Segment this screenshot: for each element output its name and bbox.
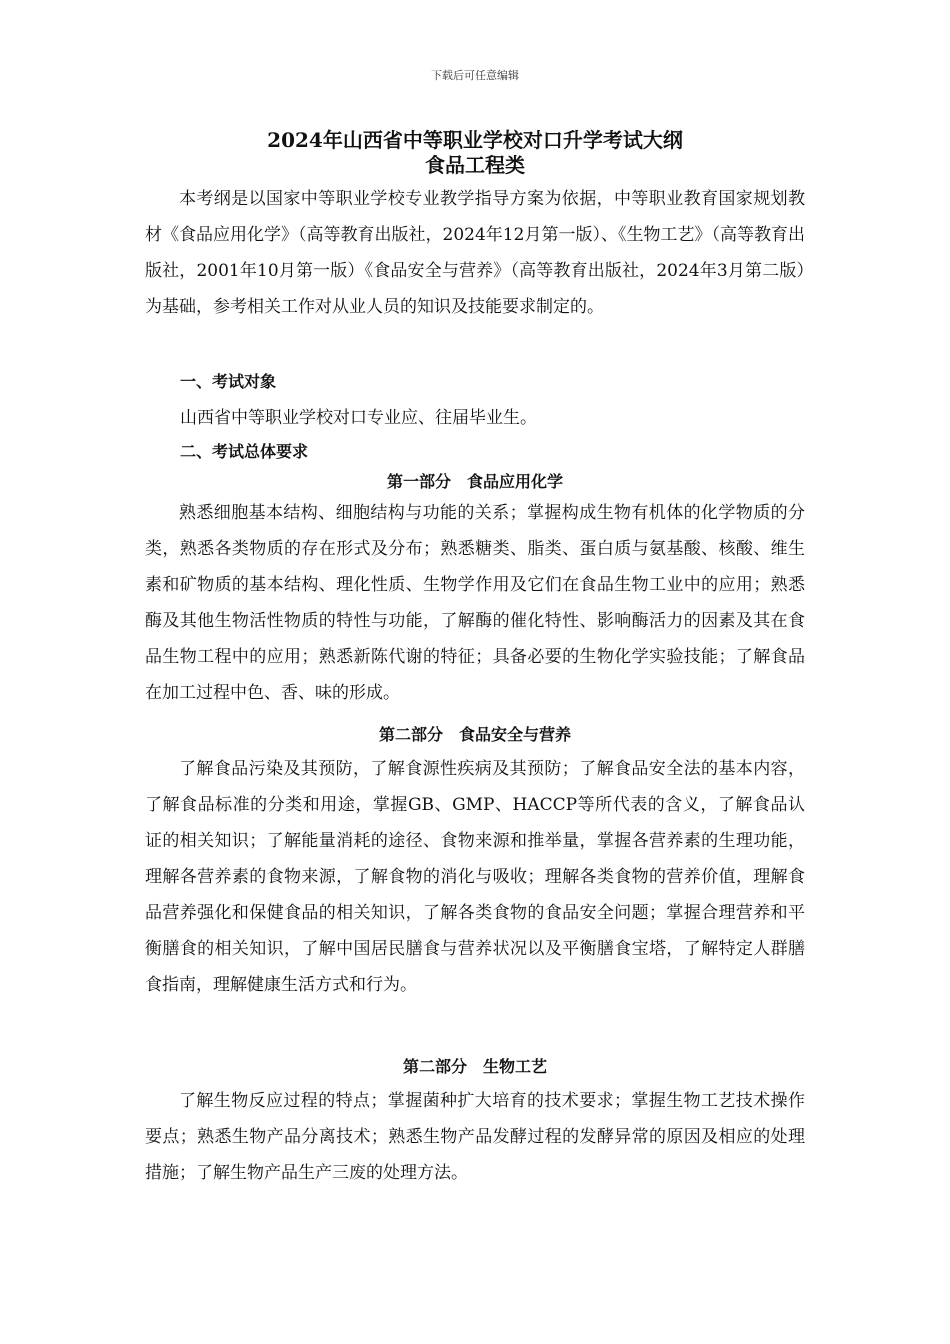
part2-paragraph: 了解食品污染及其预防，了解食源性疾病及其预防；了解食品安全法的基本内容，了解食品标准的分类和用途，掌握GB、GMP、HACCP等所代表的含义，了解食品认证的相关知识；了解能量消耗的途径、食物来源和推举量，掌握各营养素的生理功能，理解各营养素的食物来源，了解食物的消化与吸收；理解各类食物的营养价值，理解食品营养强化和保健食品的相关知识，了解各类食物的食品安全问题；掌握合理营养和平衡膳食的相关知识，了解中国居民膳食与营养状况以及平衡膳食宝塔，了解特定人群膳食指南，理解健康生活方式和行为。	[145, 759, 805, 995]
document-subtitle: 食品工程类	[425, 153, 525, 177]
section1-text: 山西省中等职业学校对口专业应、往届毕业生。	[180, 408, 537, 428]
part2-title: 第二部分 食品安全与营养	[378, 725, 571, 744]
part3-paragraph: 了解生物反应过程的特点；掌握菌种扩大培育的技术要求；掌握生物工艺技术操作要点；熟悉生物产品分离技术；熟悉生物产品发酵过程的发酵异常的原因及相应的处理措施；了解生物产品生产三废的处理方法。	[145, 1091, 805, 1183]
header-note: 下载后可任意编辑	[431, 69, 519, 82]
section2-heading: 二、考试总体要求	[180, 442, 309, 461]
document-title: 2024年山西省中等职业学校对口升学考试大纲	[267, 128, 683, 152]
part1-title: 第一部分 食品应用化学	[386, 472, 563, 491]
part1-paragraph: 熟悉细胞基本结构、细胞结构与功能的关系；掌握构成生物有机体的化学物质的分类，熟悉各类物质的存在形式及分布；熟悉糖类、脂类、蛋白质与氨基酸、核酸、维生素和矿物质的基本结构、理化性质、生物学作用及它们在食品生物工业中的应用；熟悉酶及其他生物活性物质的特性与功能，了解酶的催化特性、影响酶活力的因素及其在食品生物工程中的应用；熟悉新陈代谢的特征；具备必要的生物化学实验技能；了解食品在加工过程中色、香、味的形成。	[145, 503, 805, 703]
intro-paragraph: 本考纲是以国家中等职业学校专业教学指导方案为依据，中等职业教育国家规划教材《食品应用化学》（高等教育出版社，2024年12月第一版）、《生物工艺》（高等教育出版社，2001年10月第一版）《食品安全与营养》（高等教育出版社，2024年3月第二版）为基础，参考相关工作对从业人员的知识及技能要求制定的。	[145, 189, 805, 317]
part3-title: 第二部分 生物工艺	[402, 1057, 547, 1076]
section1-heading: 一、考试对象	[180, 372, 277, 391]
